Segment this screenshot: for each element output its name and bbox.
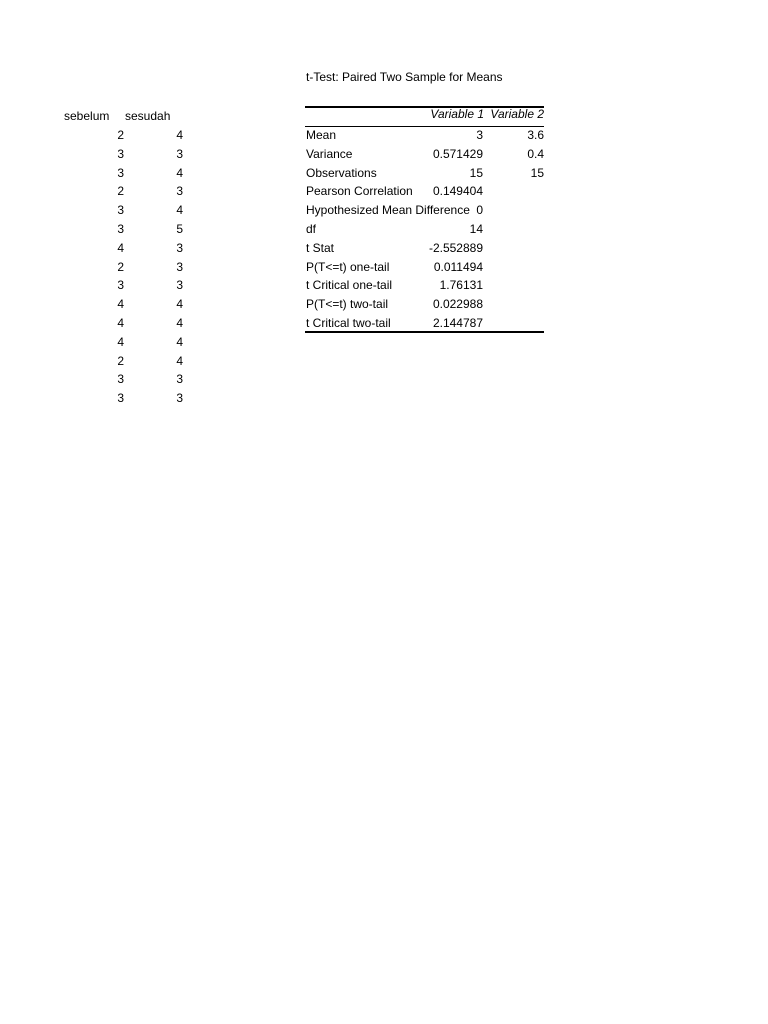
stat-value-variable-1[interactable]: 1.76131: [439, 278, 483, 292]
cell-sesudah[interactable]: 4: [176, 297, 183, 311]
cell-sesudah[interactable]: 4: [176, 166, 183, 180]
cell-sesudah[interactable]: 5: [176, 222, 183, 236]
cell-sesudah[interactable]: 3: [176, 147, 183, 161]
stat-value-variable-1[interactable]: 0.011494: [433, 260, 483, 274]
column-header-variable-2[interactable]: Variable 2: [490, 107, 544, 121]
cell-sesudah[interactable]: 3: [176, 241, 183, 255]
stat-label[interactable]: df: [306, 222, 317, 236]
cell-sebelum[interactable]: 4: [117, 316, 124, 330]
stat-value-variable-2[interactable]: 15: [530, 166, 544, 180]
cell-sesudah[interactable]: 3: [176, 372, 183, 386]
stat-label[interactable]: t Critical one-tail: [306, 278, 393, 292]
stat-label[interactable]: P(T<=t) two-tail: [306, 297, 389, 311]
cell-sesudah[interactable]: 3: [176, 391, 183, 405]
stat-label[interactable]: t Critical two-tail: [306, 316, 391, 330]
ttest-title[interactable]: t-Test: Paired Two Sample for Means: [306, 70, 503, 84]
column-header-sesudah[interactable]: sesudah: [125, 109, 171, 123]
stat-value-variable-1[interactable]: 3: [476, 128, 483, 142]
stat-label[interactable]: P(T<=t) one-tail: [306, 260, 390, 274]
cell-sebelum[interactable]: 4: [117, 241, 124, 255]
cell-sesudah[interactable]: 3: [176, 260, 183, 274]
cell-sesudah[interactable]: 4: [176, 354, 183, 368]
cell-sebelum[interactable]: 3: [117, 147, 124, 161]
stat-value-variable-1[interactable]: 2.144787: [432, 316, 483, 330]
stat-value-variable-1[interactable]: 0.571429: [432, 147, 483, 161]
cell-sesudah[interactable]: 4: [176, 316, 183, 330]
stat-value-variable-1[interactable]: 15: [469, 166, 483, 180]
stat-value-variable-2[interactable]: 0.4: [527, 147, 544, 161]
cell-sebelum[interactable]: 3: [117, 278, 124, 292]
cell-sebelum[interactable]: 3: [117, 391, 124, 405]
column-header-sebelum[interactable]: sebelum: [64, 109, 110, 123]
cell-sebelum[interactable]: 2: [117, 128, 124, 142]
cell-sebelum[interactable]: 3: [117, 222, 124, 236]
cell-sesudah[interactable]: 4: [176, 335, 183, 349]
stat-label[interactable]: Mean: [306, 128, 337, 142]
stat-value-variable-1[interactable]: -2.552889: [428, 241, 483, 255]
table-bottom-border: [305, 331, 544, 333]
cell-sebelum[interactable]: 3: [117, 203, 124, 217]
cell-sesudah[interactable]: 4: [176, 128, 183, 142]
stat-label[interactable]: Hypothesized Mean Difference: [306, 203, 470, 217]
cell-sebelum[interactable]: 2: [117, 354, 124, 368]
stat-value-variable-1[interactable]: 0.149404: [432, 184, 483, 198]
cell-sebelum[interactable]: 2: [117, 260, 124, 274]
cell-sesudah[interactable]: 4: [176, 203, 183, 217]
cell-sebelum[interactable]: 2: [117, 184, 124, 198]
stat-label[interactable]: Variance: [306, 147, 353, 161]
stat-value-variable-1[interactable]: 14: [469, 222, 483, 236]
cell-sesudah[interactable]: 3: [176, 278, 183, 292]
stat-value-variable-2[interactable]: 3.6: [527, 128, 544, 142]
cell-sesudah[interactable]: 3: [176, 184, 183, 198]
stat-label[interactable]: t Stat: [306, 241, 335, 255]
stat-value-variable-1[interactable]: 0: [476, 203, 483, 217]
stat-label[interactable]: Observations: [306, 166, 377, 180]
cell-sebelum[interactable]: 3: [117, 372, 124, 386]
stat-label[interactable]: Pearson Correlation: [306, 184, 413, 198]
cell-sebelum[interactable]: 4: [117, 335, 124, 349]
cell-sebelum[interactable]: 4: [117, 297, 124, 311]
stat-value-variable-1[interactable]: 0.022988: [432, 297, 483, 311]
cell-sebelum[interactable]: 3: [117, 166, 124, 180]
column-header-variable-1[interactable]: Variable 1: [430, 107, 484, 121]
